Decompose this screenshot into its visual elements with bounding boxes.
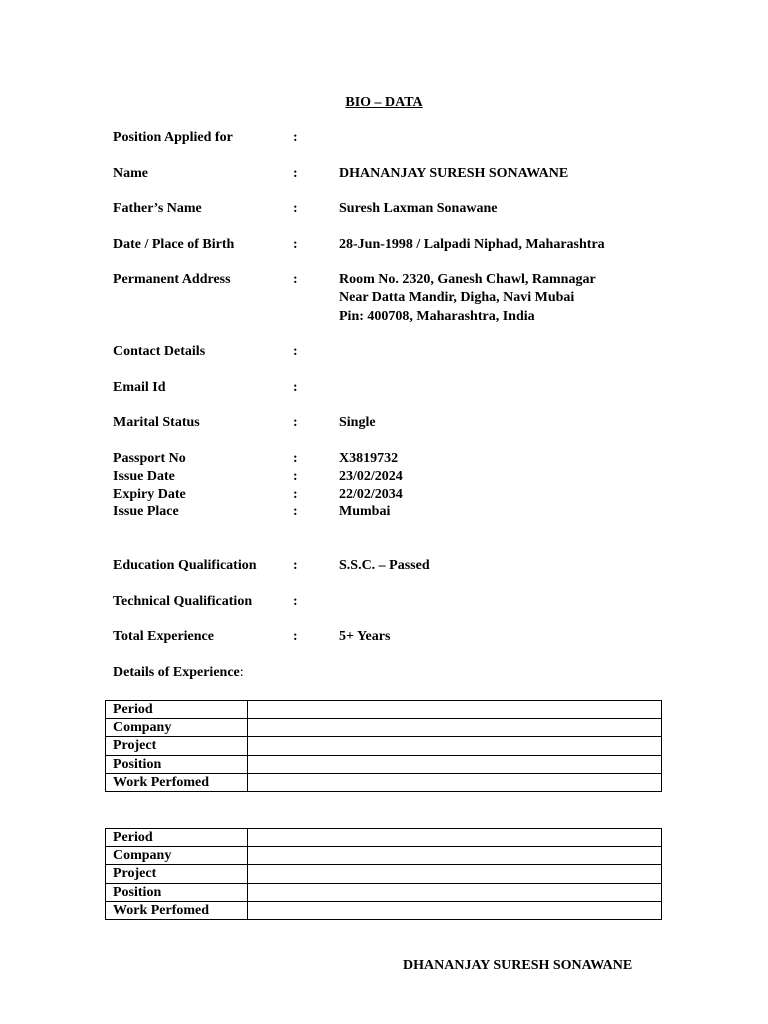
field-label: Position Applied for <box>113 130 233 145</box>
field-colon: : <box>293 344 298 359</box>
row-value <box>248 883 662 901</box>
experience-heading <box>113 664 244 682</box>
field-colon: : <box>293 487 298 502</box>
experience-heading-text: Details of Experience <box>113 665 240 680</box>
field-colon: : <box>293 594 298 609</box>
row-label: Period <box>106 829 248 847</box>
field-value: Room No. 2320, Ganesh Chawl, Ramnagar <box>339 272 596 287</box>
row-value <box>248 719 662 737</box>
row-value <box>248 829 662 847</box>
row-label: Position <box>106 755 248 773</box>
field-value: Suresh Laxman Sonawane <box>339 201 498 216</box>
table-row <box>106 865 662 883</box>
field-label: Total Experience <box>113 629 214 644</box>
row-value <box>248 755 662 773</box>
table-row <box>106 901 662 919</box>
field-value: Near Datta Mandir, Digha, Navi Mubai <box>339 290 575 305</box>
table-row <box>106 883 662 901</box>
row-value <box>248 901 662 919</box>
field-value: 22/02/2034 <box>339 487 403 502</box>
row-value <box>248 701 662 719</box>
field-label: Education Qualification <box>113 558 257 573</box>
signature-name: DHANANJAY SURESH SONAWANE <box>403 958 633 973</box>
field-value: Pin: 400708, Maharashtra, India <box>339 309 535 324</box>
row-label: Company <box>106 719 248 737</box>
field-label: Expiry Date <box>113 487 186 502</box>
field-label: Permanent Address <box>113 272 231 287</box>
field-colon: : <box>293 201 298 216</box>
table-row <box>106 847 662 865</box>
table-row <box>106 773 662 791</box>
row-label: Project <box>106 737 248 755</box>
field-colon: : <box>293 272 298 287</box>
field-colon: : <box>293 558 298 573</box>
field-value: 23/02/2024 <box>339 469 403 484</box>
field-label: Email Id <box>113 380 166 395</box>
field-label: Technical Qualification <box>113 594 253 609</box>
field-colon: : <box>293 629 298 644</box>
row-value <box>248 865 662 883</box>
row-label: Work Perfomed <box>106 773 248 791</box>
experience-table-2 <box>105 828 662 920</box>
field-value: 28-Jun-1998 / Lalpadi Niphad, Maharashtra <box>339 237 605 252</box>
row-label: Position <box>106 883 248 901</box>
field-value: Mumbai <box>339 504 391 519</box>
field-colon: : <box>293 469 298 484</box>
field-colon: : <box>293 166 298 181</box>
experience-table-1 <box>105 700 662 792</box>
field-value: DHANANJAY SURESH SONAWANE <box>339 166 569 181</box>
field-colon: : <box>293 451 298 466</box>
row-label: Project <box>106 865 248 883</box>
row-label: Work Perfomed <box>106 901 248 919</box>
row-value <box>248 737 662 755</box>
table-row <box>106 719 662 737</box>
field-colon: : <box>293 504 298 519</box>
table-row <box>106 755 662 773</box>
document-title: BIO – DATA <box>345 95 423 110</box>
field-colon: : <box>293 380 298 395</box>
table-row <box>106 737 662 755</box>
field-label: Name <box>113 166 148 181</box>
row-label: Company <box>106 847 248 865</box>
field-label: Passport No <box>113 451 186 466</box>
field-value: Single <box>339 415 376 430</box>
field-label: Date / Place of Birth <box>113 237 235 252</box>
field-label: Marital Status <box>113 415 200 430</box>
table-row <box>106 829 662 847</box>
field-value: 5+ Years <box>339 629 391 644</box>
field-colon: : <box>293 415 298 430</box>
field-label: Issue Date <box>113 469 175 484</box>
row-value <box>248 847 662 865</box>
field-colon: : <box>293 130 298 145</box>
row-label: Period <box>106 701 248 719</box>
experience-heading-colon: : <box>239 665 244 680</box>
table-row <box>106 701 662 719</box>
field-label: Issue Place <box>113 504 179 519</box>
field-value: X3819732 <box>339 451 399 466</box>
field-colon: : <box>293 237 298 252</box>
field-value: S.S.C. – Passed <box>339 558 430 573</box>
row-value <box>248 773 662 791</box>
field-label: Father’s Name <box>113 201 202 216</box>
field-label: Contact Details <box>113 344 206 359</box>
